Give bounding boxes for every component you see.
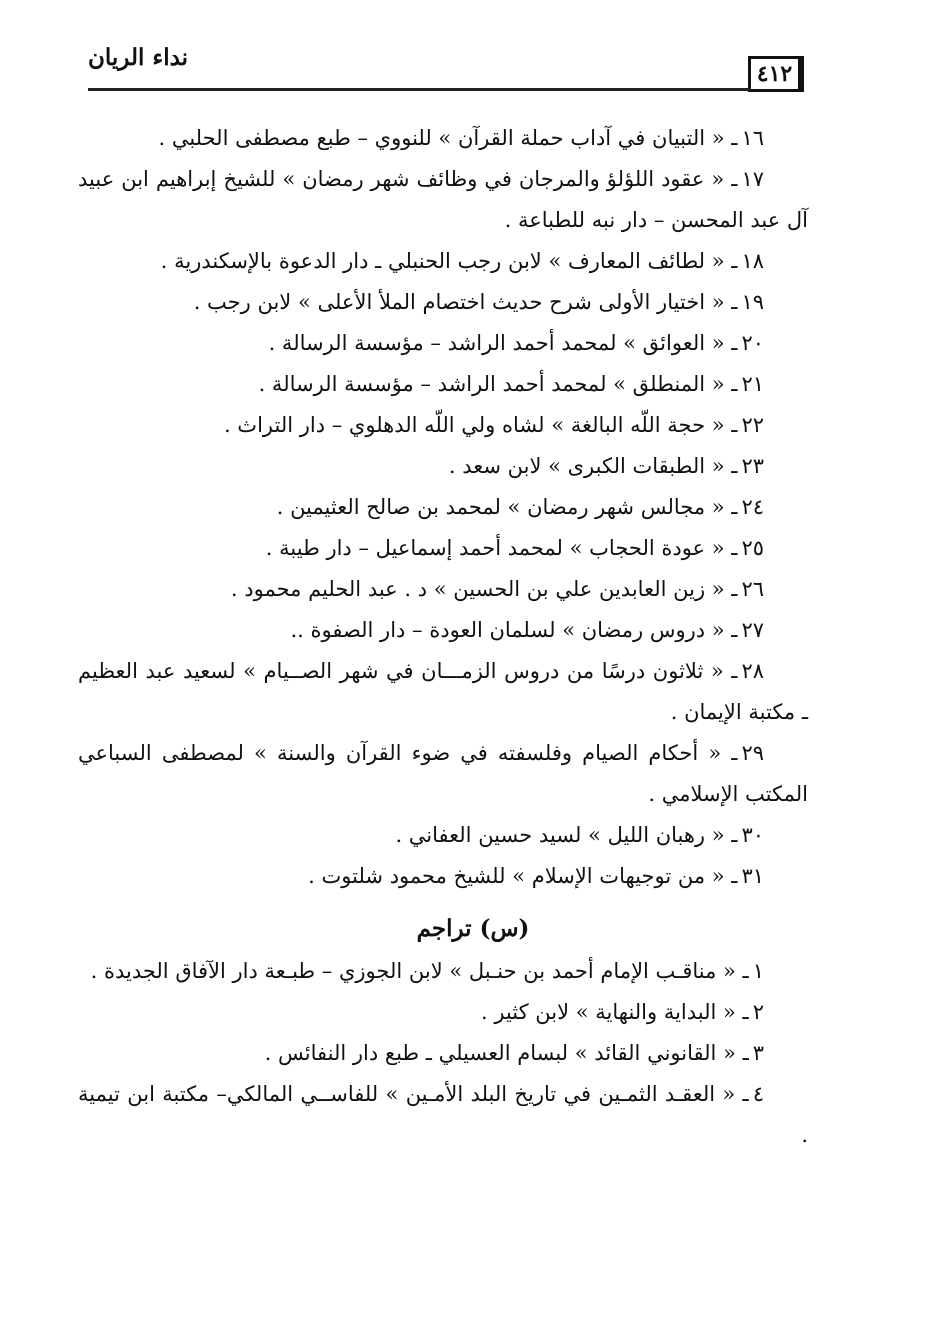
- reference-number: ٢: [752, 1000, 764, 1024]
- reference-entry: [78, 323, 808, 364]
- reference-number: ٢٥: [741, 536, 764, 560]
- page-header: [0, 0, 935, 100]
- reference-text: ـ « اختيار الأولى شرح حديث اختصام الملأ الأعلى » لابن رجب .: [193, 290, 738, 314]
- reference-text: ـ « لطائف المعارف » لابن رجب الحنبلي ـ دار الدعوة بالإسكندرية .: [160, 249, 738, 273]
- reference-list-general: [78, 118, 808, 897]
- reference-text: ـ « مجالس شهر رمضان » لمحمد بن صالح العثيمين .: [276, 495, 738, 519]
- reference-entry: [78, 992, 808, 1033]
- reference-text: ـ « المنطلق » لمحمد أحمد الراشد – مؤسسة الرسالة .: [258, 372, 738, 396]
- reference-number: ٢٢: [741, 413, 764, 437]
- reference-entry: [78, 733, 808, 815]
- reference-text: ـ « عودة الحجاب » لمحمد أحمد إسماعيل – دار طيبة .: [265, 536, 738, 560]
- reference-number: ٢٣: [741, 454, 764, 478]
- reference-entry: [78, 282, 808, 323]
- reference-text: ـ « العقـد الثمـين في تاريخ البلد الأمـين » للفاســي المالكي– مكتبة ابن تيمية .: [78, 1082, 808, 1147]
- reference-number: ٢٠: [741, 331, 764, 355]
- reference-number: ٢٤: [741, 495, 764, 519]
- reference-text: ـ « دروس رمضان » لسلمان العودة – دار الصفوة ..: [290, 618, 738, 642]
- reference-entry: [78, 528, 808, 569]
- reference-text: ـ « التبيان في آداب حملة القرآن » للنووي – طبع مصطفى الحلبي .: [158, 126, 738, 150]
- reference-entry: [78, 856, 808, 897]
- reference-entry: [78, 1074, 808, 1156]
- reference-entry: [78, 815, 808, 856]
- header-rule: [88, 88, 751, 91]
- reference-text: ـ « العوائق » لمحمد أحمد الراشد – مؤسسة الرسالة .: [268, 331, 738, 355]
- reference-text: ـ « حجة اللّه البالغة » لشاه ولي اللّه الدهلوي – دار التراث .: [223, 413, 738, 437]
- reference-text: ـ « أحكام الصيام وفلسفته في ضوء القرآن والسنة » لمصطفى السباعي المكتب الإسلامي .: [78, 741, 808, 806]
- reference-entry: [78, 446, 808, 487]
- reference-number: ١٨: [741, 249, 764, 273]
- reference-text: ـ « عقود اللؤلؤ والمرجان في وظائف شهر رمضان » للشيخ إبراهيم ابن عبيد آل عبد المحسن – دار نبه للطباعة .: [78, 167, 808, 232]
- reference-text: ـ « الطبقات الكبرى » لابن سعد .: [448, 454, 738, 478]
- reference-entry: [78, 405, 808, 446]
- reference-number: ٢٧: [741, 618, 764, 642]
- reference-number: ٣: [752, 1041, 764, 1065]
- reference-entry: [78, 610, 808, 651]
- reference-entry: [78, 159, 808, 241]
- section-heading-biographies: (س) تراجم: [416, 915, 530, 942]
- reference-entry: [78, 118, 808, 159]
- reference-text: ـ « مناقـب الإمام أحمد بن حنـبل » لابن الجوزي – طبـعة دار الآفاق الجديدة .: [90, 959, 749, 983]
- reference-number: ١: [752, 959, 764, 983]
- reference-entry: [78, 651, 808, 733]
- reference-text: ـ « رهبان الليل » لسيد حسين العفاني .: [395, 823, 738, 847]
- reference-number: ٣١: [741, 864, 764, 888]
- reference-number: ١٦: [741, 126, 764, 150]
- reference-number: ٢٩: [741, 741, 764, 765]
- reference-text: ـ « ثلاثون درسًا من دروس الزمـــان في شهر الصــيام » لسعيد عبد العظيم ـ مكتبة الإيمان .: [78, 659, 808, 724]
- reference-number: ١٧: [741, 167, 764, 191]
- reference-number: ٢٨: [741, 659, 764, 683]
- reference-number: ٤: [752, 1082, 764, 1106]
- reference-entry: [78, 241, 808, 282]
- reference-text: ـ « من توجيهات الإسلام » للشيخ محمود شلتوت .: [308, 864, 738, 888]
- reference-number: ٢٦: [741, 577, 764, 601]
- reference-text: ـ « القانوني القائد » لبسام العسيلي ـ طبع دار النفائس .: [264, 1041, 749, 1065]
- reference-number: ٢١: [741, 372, 764, 396]
- reference-number: ١٩: [741, 290, 764, 314]
- reference-entry: [78, 951, 808, 992]
- reference-number: ٣٠: [741, 823, 764, 847]
- book-title: نداء الريان: [88, 44, 189, 71]
- reference-entry: [78, 569, 808, 610]
- reference-text: ـ « البداية والنهاية » لابن كثير .: [480, 1000, 749, 1024]
- reference-entry: [78, 364, 808, 405]
- reference-text: ـ « زين العابدين علي بن الحسين » د . عبد الحليم محمود .: [230, 577, 738, 601]
- reference-entry: [78, 487, 808, 528]
- bibliography-content: [78, 118, 808, 1156]
- reference-list-biographies: [78, 951, 808, 1156]
- page-number: ٤١٢: [748, 56, 804, 92]
- reference-entry: [78, 1033, 808, 1074]
